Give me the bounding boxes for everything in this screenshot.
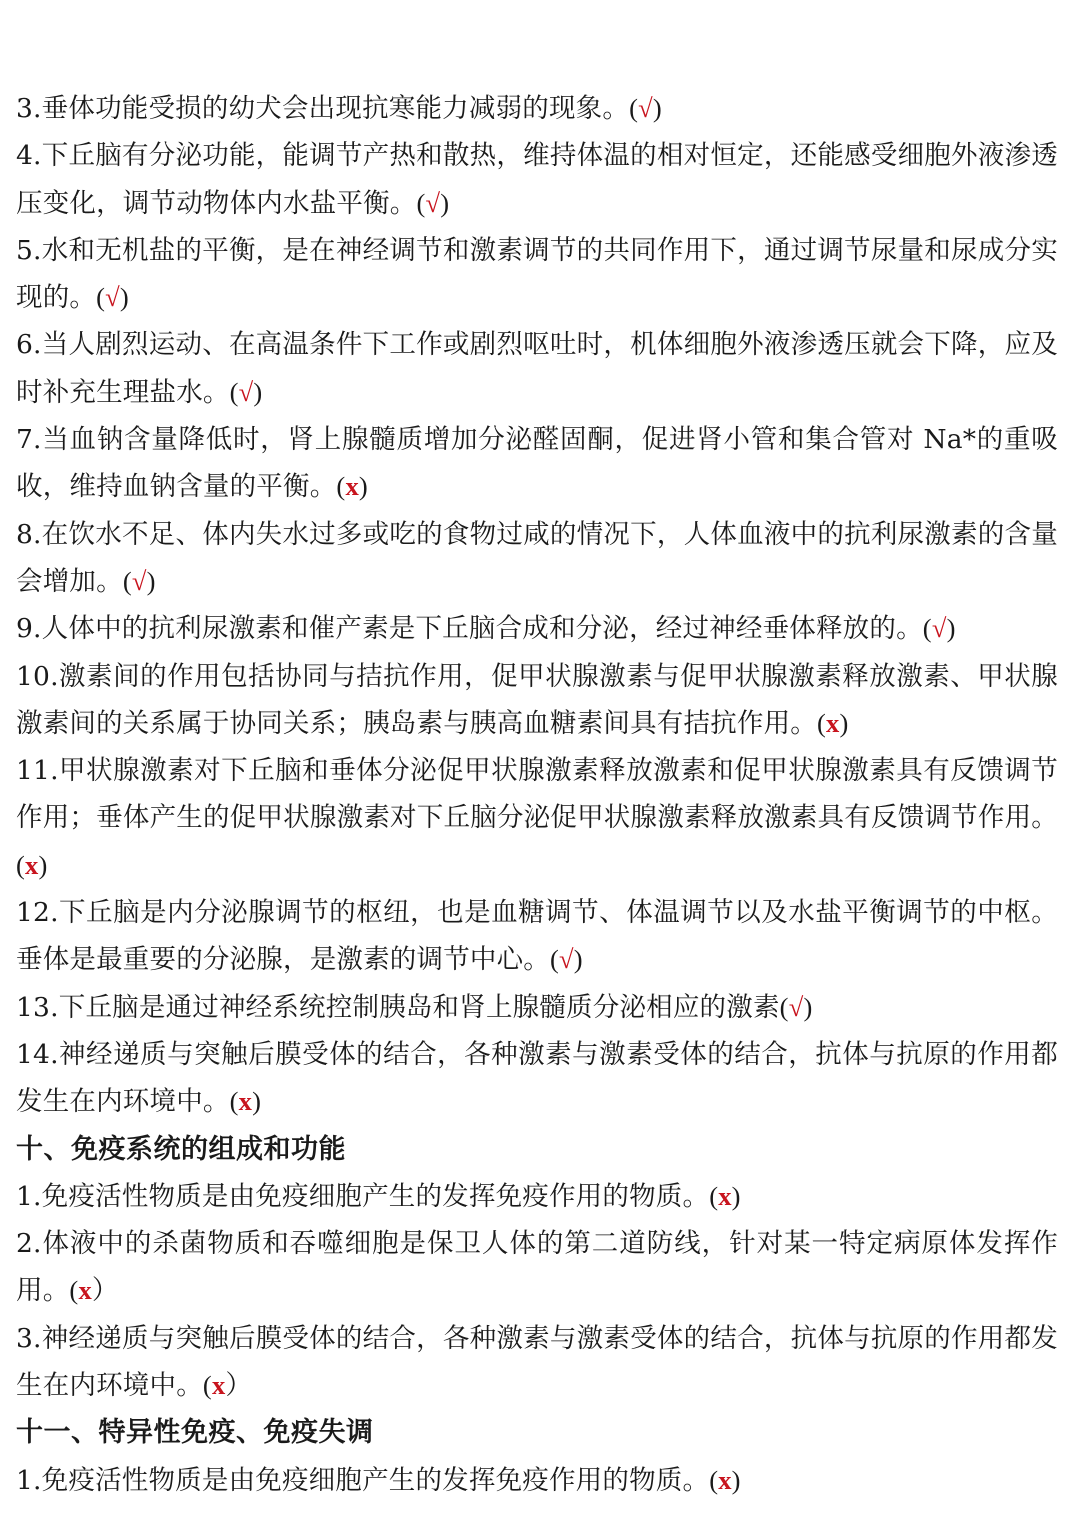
section-heading-11: 十一、特异性免疫、免疫失调	[16, 1417, 374, 1449]
cross-mark-icon: x	[238, 1086, 253, 1117]
question-11: 11.甲状腺激素对下丘脑和垂体分泌促甲状腺激素释放激素和促甲状腺激素具有反馈调节作用；垂体产生的促甲状腺激素对下丘脑分泌促甲状腺激素释放激素具有反馈调节作用。(x)	[16, 755, 1058, 880]
check-mark-icon: √	[238, 376, 254, 407]
section10-question-1: 1.免疫活性物质是由免疫细胞产生的发挥免疫作用的物质。(x)	[16, 1180, 741, 1212]
cross-mark-icon: x	[211, 1370, 226, 1401]
section10-question-3: 3.神经递质与突触后膜受体的结合，各种激素与激素受体的结合，抗体与抗原的作用都发生在内环境中。(x）	[16, 1322, 1058, 1402]
check-mark-icon: √	[788, 991, 804, 1022]
check-mark-icon: √	[638, 93, 653, 123]
question-9: 9.人体中的抗利尿激素和催产素是下丘脑合成和分泌，经过神经垂体释放的。(√)	[16, 613, 956, 645]
question-6: 6.当人剧烈运动、在高温条件下工作或剧烈呕吐时，机体细胞外液渗透压就会下降，应及时补充生理盐水。(√)	[16, 329, 1058, 408]
question-13: 13.下丘脑是通过神经系统控制胰岛和肾上腺髓质分泌相应的激素(√)	[16, 991, 813, 1023]
section10-question-2: 2.体液中的杀菌物质和吞噬细胞是保卫人体的第二道防线，针对某一特定病原体发挥作用。(x）	[16, 1228, 1058, 1307]
question-4: 4.下丘脑有分泌功能，能调节产热和散热，维持体温的相对恒定，还能感受细胞外液渗透压变化，调节动物体内水盐平衡。(√)	[16, 140, 1058, 219]
check-mark-icon: √	[131, 565, 147, 596]
question-5: 5.水和无机盐的平衡，是在神经调节和激素调节的共同作用下，通过调节尿量和尿成分实现的。(√)	[16, 234, 1058, 314]
question-3: 3.垂体功能受损的幼犬会出现抗寒能力减弱的现象。(√)	[16, 93, 662, 124]
section11-question-1: 1.免疫活性物质是由免疫细胞产生的发挥免疫作用的物质。(x)	[16, 1464, 741, 1496]
check-mark-icon: √	[931, 613, 947, 644]
question-8: 8.在饮水不足、体内失水过多或吃的食物过咸的情况下，人体血液中的抗利尿激素的含量会增加。(√)	[16, 518, 1058, 597]
question-7: 7.当血钠含量降低时，肾上腺髓质增加分泌醛固酮，促进肾小管和集合管对 Na*的重吸收，维持血钠含量的平衡。(x)	[16, 424, 1058, 503]
question-14: 14.神经递质与突触后膜受体的结合，各种激素与激素受体的结合，抗体与抗原的作用都发生在内环境中。(x)	[16, 1038, 1058, 1118]
cross-mark-icon: x	[345, 471, 359, 502]
question-12: 12.下丘脑是内分泌腺调节的枢纽，也是血糖调节、体温调节以及水盐平衡调节的中枢。垂体是最重要的分泌腺，是激素的调节中心。(√)	[16, 897, 1058, 976]
question-10: 10.激素间的作用包括协同与拮抗作用，促甲状腺激素与促甲状腺激素释放激素、甲状腺激素间的关系属于协同关系；胰岛素与胰高血糖素间具有拮抗作用。(x)	[16, 660, 1058, 739]
cross-mark-icon: x	[25, 849, 39, 880]
cross-mark-icon: x	[826, 707, 840, 738]
cross-mark-icon: x	[78, 1275, 92, 1306]
check-mark-icon: √	[559, 944, 574, 975]
section-heading-10: 十、免疫系统的组成和功能	[16, 1133, 346, 1165]
cross-mark-icon: x	[718, 1464, 732, 1495]
check-mark-icon: √	[105, 282, 120, 313]
cross-mark-icon: x	[718, 1180, 732, 1211]
check-mark-icon: √	[425, 187, 441, 218]
